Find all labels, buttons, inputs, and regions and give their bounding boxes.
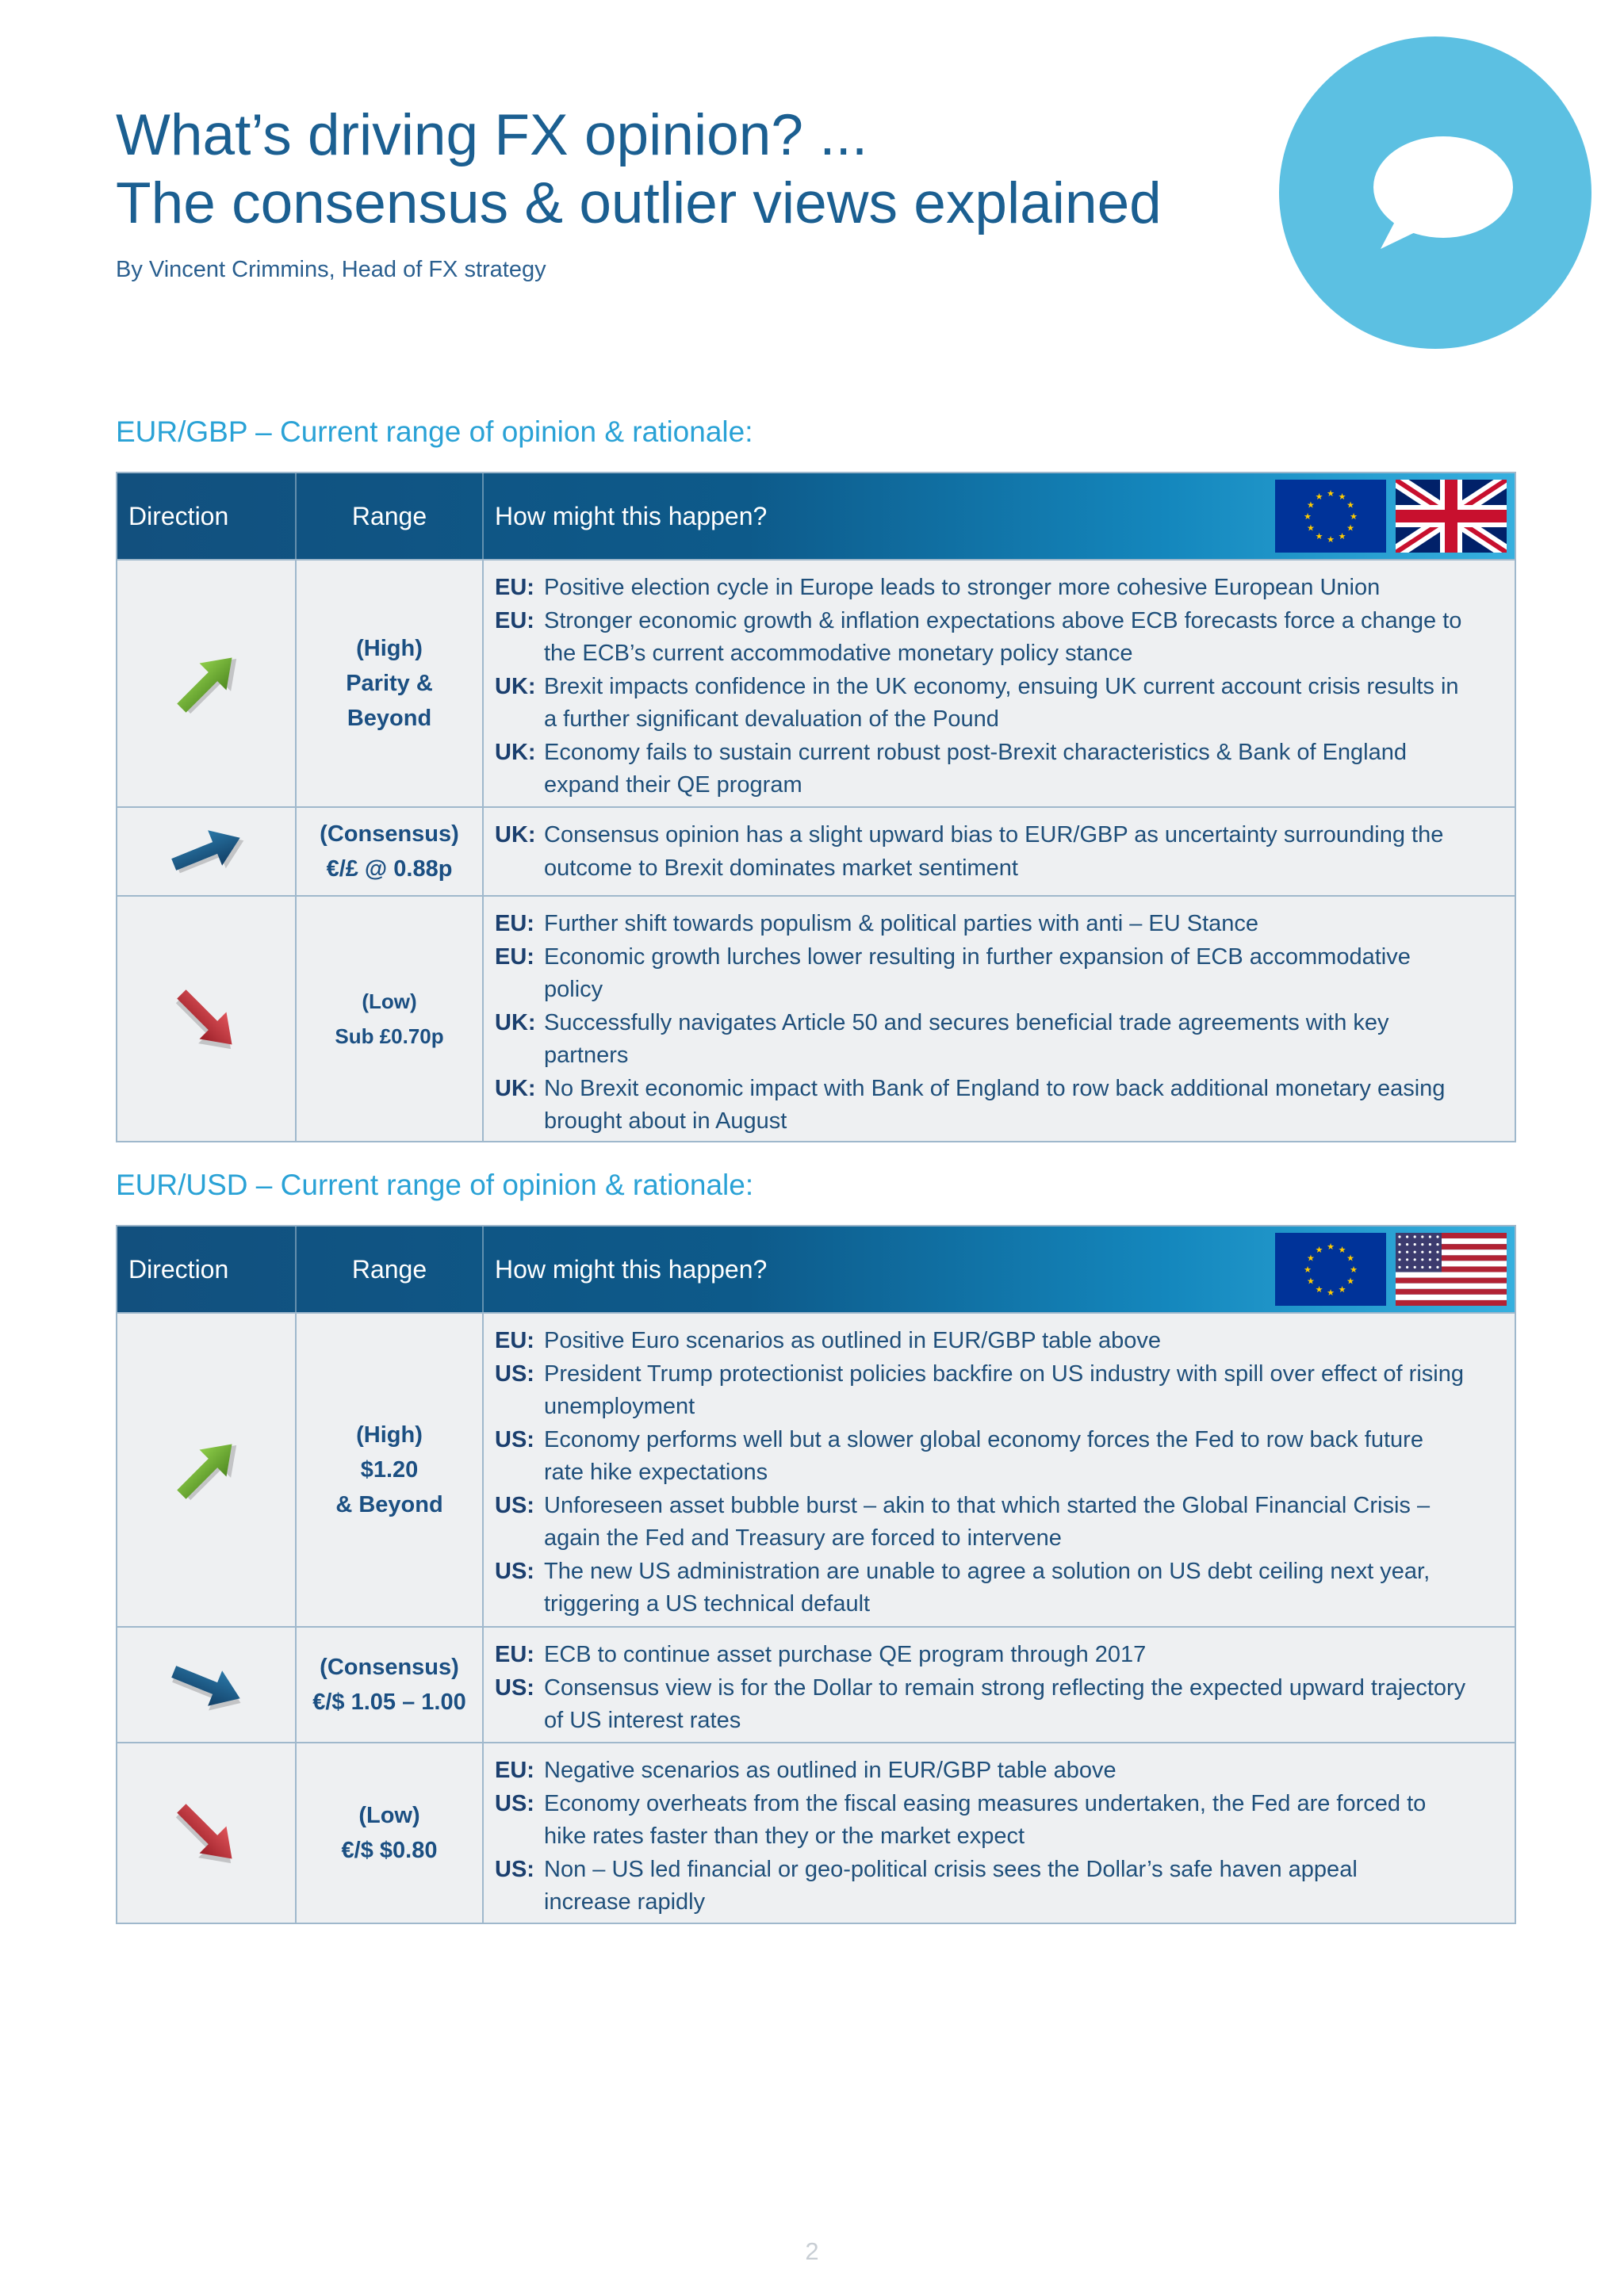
rationale-line: a further significant devaluation of the Pound (544, 706, 999, 732)
svg-text:★: ★ (1306, 523, 1315, 534)
direction-cell (117, 808, 295, 895)
svg-text:★: ★ (1315, 1245, 1323, 1255)
us-flag-icon (1396, 1233, 1507, 1306)
region-tag: UK: (495, 1075, 536, 1101)
rationale-line: outcome to Brexit dominates market sentiment (544, 855, 1018, 881)
page-title-line-2: The consensus & outlier views explained (116, 171, 1162, 235)
svg-text:★: ★ (1315, 492, 1323, 502)
range-line: Sub £0.70p (335, 1024, 444, 1048)
eurgbp-table (116, 472, 1516, 1142)
rationale-line: Brexit impacts confidence in the UK economy, ensuing UK current account crisis results in (544, 673, 1459, 699)
eu-flag-icon (1275, 480, 1386, 553)
rationale-item (495, 1358, 1507, 1424)
rationale-line: again the Fed and Treasury are forced to intervene (544, 1525, 1062, 1551)
rationale-item (495, 1788, 1507, 1854)
eurusd-table (116, 1225, 1516, 1924)
rationale-line: Consensus view is for the Dollar to remain strong reflecting the expected upward trajectory (544, 1674, 1466, 1701)
region-tag: US: (495, 1360, 534, 1387)
region-tag: UK: (495, 822, 536, 848)
rationale-item (495, 1490, 1507, 1556)
range-line: Beyond (347, 706, 432, 731)
region-tag: US: (495, 1492, 534, 1518)
rationale-line: Positive election cycle in Europe leads to stronger more cohesive European Union (544, 575, 1381, 600)
range-line: €/$ 1.05 – 1.00 (312, 1689, 466, 1715)
rationale-line: Unforeseen asset bubble burst – akin to that which started the Global Financial Crisis – (544, 1492, 1431, 1518)
region-tag: UK: (495, 673, 536, 699)
direction-cell (117, 1743, 295, 1923)
rationale-item (495, 1755, 1507, 1788)
region-tag: EU: (495, 911, 534, 936)
range-cell (297, 561, 482, 806)
rationale-line: increase rapidly (544, 1889, 706, 1915)
rationale-line: Further shift towards populism & political parties with anti – EU Stance (544, 911, 1259, 936)
range-line: (Consensus) (320, 1655, 459, 1680)
column-header-direction: Direction (128, 1255, 229, 1284)
rationale-line: Economic growth lurches lower resulting in further expansion of ECB accommodative (544, 943, 1411, 970)
region-tag: EU: (495, 1758, 534, 1783)
rationale-item (495, 671, 1507, 737)
arrow-up-icon (163, 640, 250, 727)
region-tag: EU: (495, 607, 534, 633)
svg-text:★: ★ (1306, 1253, 1315, 1264)
region-tag: EU: (495, 943, 534, 970)
arrow-slight-up-icon (163, 808, 250, 895)
column-header-how: How might this happen? (495, 1255, 768, 1284)
rationale-cell (495, 908, 1507, 1138)
range-line: (High) (356, 1422, 423, 1448)
region-tag: US: (495, 1674, 534, 1701)
rationale-line: Successfully navigates Article 50 and secures beneficial trade agreements with key (544, 1009, 1389, 1035)
page-title (116, 101, 1162, 238)
direction-cell (117, 1314, 295, 1626)
svg-text:★: ★ (1304, 512, 1312, 522)
table-row (117, 1312, 1515, 1626)
column-header-how: How might this happen? (495, 502, 768, 530)
range-line: (Low) (358, 1803, 420, 1828)
arrow-down-icon (163, 975, 250, 1062)
svg-text:★: ★ (1315, 1285, 1323, 1295)
column-header-range: Range (351, 1255, 427, 1284)
eurusd-flags (1275, 1233, 1507, 1306)
region-tag: US: (495, 1856, 534, 1882)
svg-text:★: ★ (1346, 1276, 1355, 1287)
rationale-line: triggering a US technical default (544, 1591, 871, 1617)
svg-text:★: ★ (1350, 512, 1358, 522)
rationale-item (495, 572, 1507, 605)
rationale-item (495, 1007, 1507, 1073)
range-line: $1.20 (360, 1457, 419, 1483)
rationale-cell (495, 819, 1507, 885)
rationale-cell (495, 1325, 1507, 1621)
region-tag: EU: (495, 575, 534, 600)
column-header-range: Range (351, 502, 427, 530)
rationale-line: unemployment (544, 1394, 695, 1419)
arrow-down-icon (163, 1789, 250, 1877)
svg-text:★: ★ (1338, 1245, 1346, 1255)
rationale-item (495, 1556, 1507, 1621)
direction-cell (117, 561, 295, 806)
table-row (117, 895, 1515, 1141)
range-cell (297, 808, 482, 895)
range-cell (297, 1314, 482, 1626)
rationale-line: President Trump protectionist policies backfire on US industry with spill over effect of rising (544, 1360, 1464, 1387)
rationale-item (495, 1854, 1507, 1919)
uk-flag-icon (1396, 480, 1507, 553)
svg-text:★: ★ (1338, 532, 1346, 542)
region-tag: US: (495, 1790, 534, 1816)
arrow-slight-down-icon (163, 1641, 250, 1728)
eurusd-section-title: EUR/USD – Current range of opinion & rationale: (116, 1169, 754, 1201)
rationale-cell (495, 572, 1507, 802)
rationale-item (495, 1639, 1507, 1672)
rationale-line: expand their QE program (544, 772, 802, 798)
rationale-line: ECB to continue asset purchase QE program through 2017 (544, 1642, 1147, 1667)
rationale-line: Negative scenarios as outlined in EUR/GBP table above (544, 1758, 1116, 1783)
svg-text:★: ★ (1327, 1288, 1335, 1298)
column-header-direction: Direction (128, 502, 229, 530)
speech-bubble-icon (1279, 36, 1591, 349)
rationale-line: policy (544, 977, 603, 1002)
rationale-item (495, 1325, 1507, 1358)
rationale-line: rate hike expectations (544, 1460, 768, 1485)
range-line: (High) (356, 636, 423, 661)
rationale-item (495, 1073, 1507, 1138)
eu-flag-icon (1275, 1233, 1386, 1306)
svg-text:★: ★ (1306, 1276, 1315, 1287)
rationale-line: Positive Euro scenarios as outlined in EUR/GBP table above (544, 1328, 1162, 1353)
rationale-item (495, 1672, 1507, 1738)
rationale-item (495, 819, 1507, 885)
range-line: (Low) (362, 989, 417, 1013)
table-row (117, 1742, 1515, 1923)
rationale-item (495, 908, 1507, 941)
range-cell (297, 1628, 482, 1742)
rationale-line: Stronger economic growth & inflation expectations above ECB forecasts force a change to (544, 607, 1462, 633)
svg-text:★: ★ (1306, 500, 1315, 511)
table-row (117, 1626, 1515, 1742)
svg-text:★: ★ (1315, 532, 1323, 542)
rationale-line: Consensus opinion has a slight upward bias to EUR/GBP as uncertainty surrounding the (544, 822, 1444, 848)
svg-text:★: ★ (1338, 492, 1346, 502)
rationale-line: The new US administration are unable to agree a solution on US debt ceiling next year, (544, 1558, 1431, 1584)
direction-cell (117, 897, 295, 1141)
region-tag: US: (495, 1558, 534, 1584)
range-line: €/$ $0.80 (341, 1838, 438, 1863)
region-tag: EU: (495, 1328, 534, 1353)
svg-text:★: ★ (1327, 489, 1335, 499)
rationale-cell (495, 1639, 1507, 1738)
header (116, 101, 1162, 283)
region-tag: EU: (495, 1642, 534, 1667)
range-line: Parity & (346, 671, 433, 696)
table-row (117, 806, 1515, 895)
rationale-line: Economy performs well but a slower global economy forces the Fed to row back future (544, 1426, 1423, 1452)
rationale-line: of US interest rates (544, 1708, 741, 1733)
svg-text:★: ★ (1346, 500, 1355, 511)
arrow-up-icon (163, 1426, 250, 1513)
rationale-line: Economy fails to sustain current robust post-Brexit characteristics & Bank of England (544, 739, 1407, 765)
svg-text:★: ★ (1327, 1242, 1335, 1252)
range-line: (Consensus) (320, 821, 459, 847)
range-line: & Beyond (335, 1492, 443, 1517)
svg-text:★: ★ (1327, 535, 1335, 545)
rationale-item (495, 737, 1507, 802)
rationale-line: Economy overheats from the fiscal easing measures undertaken, the Fed are forced to (544, 1790, 1427, 1816)
rationale-line: hike rates faster than they or the market expect (544, 1823, 1025, 1849)
range-line: €/£ @ 0.88p (326, 856, 453, 882)
svg-text:★: ★ (1346, 523, 1355, 534)
table-row (117, 559, 1515, 806)
eurgbp-flags (1275, 480, 1507, 553)
byline: By Vincent Crimmins, Head of FX strategy (116, 257, 546, 282)
svg-text:★: ★ (1346, 1253, 1355, 1264)
rationale-line: partners (544, 1043, 629, 1068)
rationale-line: brought about in August (544, 1108, 787, 1134)
svg-text:★: ★ (1338, 1285, 1346, 1295)
range-cell (297, 1743, 482, 1923)
rationale-line: Non – US led financial or geo-political crisis sees the Dollar’s safe haven appeal (544, 1856, 1358, 1882)
rationale-item (495, 1424, 1507, 1490)
region-tag: US: (495, 1426, 534, 1452)
rationale-item (495, 605, 1507, 671)
eurusd-table-header (117, 1226, 1515, 1312)
eurgbp-section-title: EUR/GBP – Current range of opinion & rationale: (116, 415, 753, 448)
eurgbp-table-header (117, 473, 1515, 559)
rationale-cell (495, 1755, 1507, 1919)
page-number: 2 (805, 2237, 819, 2265)
rationale-item (495, 941, 1507, 1007)
range-cell (297, 897, 482, 1141)
svg-text:★: ★ (1350, 1265, 1358, 1275)
rationale-line: No Brexit economic impact with Bank of England to row back additional monetary easing (544, 1075, 1446, 1101)
page-title-line-1: What’s driving FX opinion? ... (116, 103, 868, 167)
region-tag: UK: (495, 739, 536, 765)
svg-text:★: ★ (1304, 1265, 1312, 1275)
region-tag: UK: (495, 1009, 536, 1035)
direction-cell (117, 1628, 295, 1742)
rationale-line: the ECB’s current accommodative monetary policy stance (544, 641, 1133, 666)
